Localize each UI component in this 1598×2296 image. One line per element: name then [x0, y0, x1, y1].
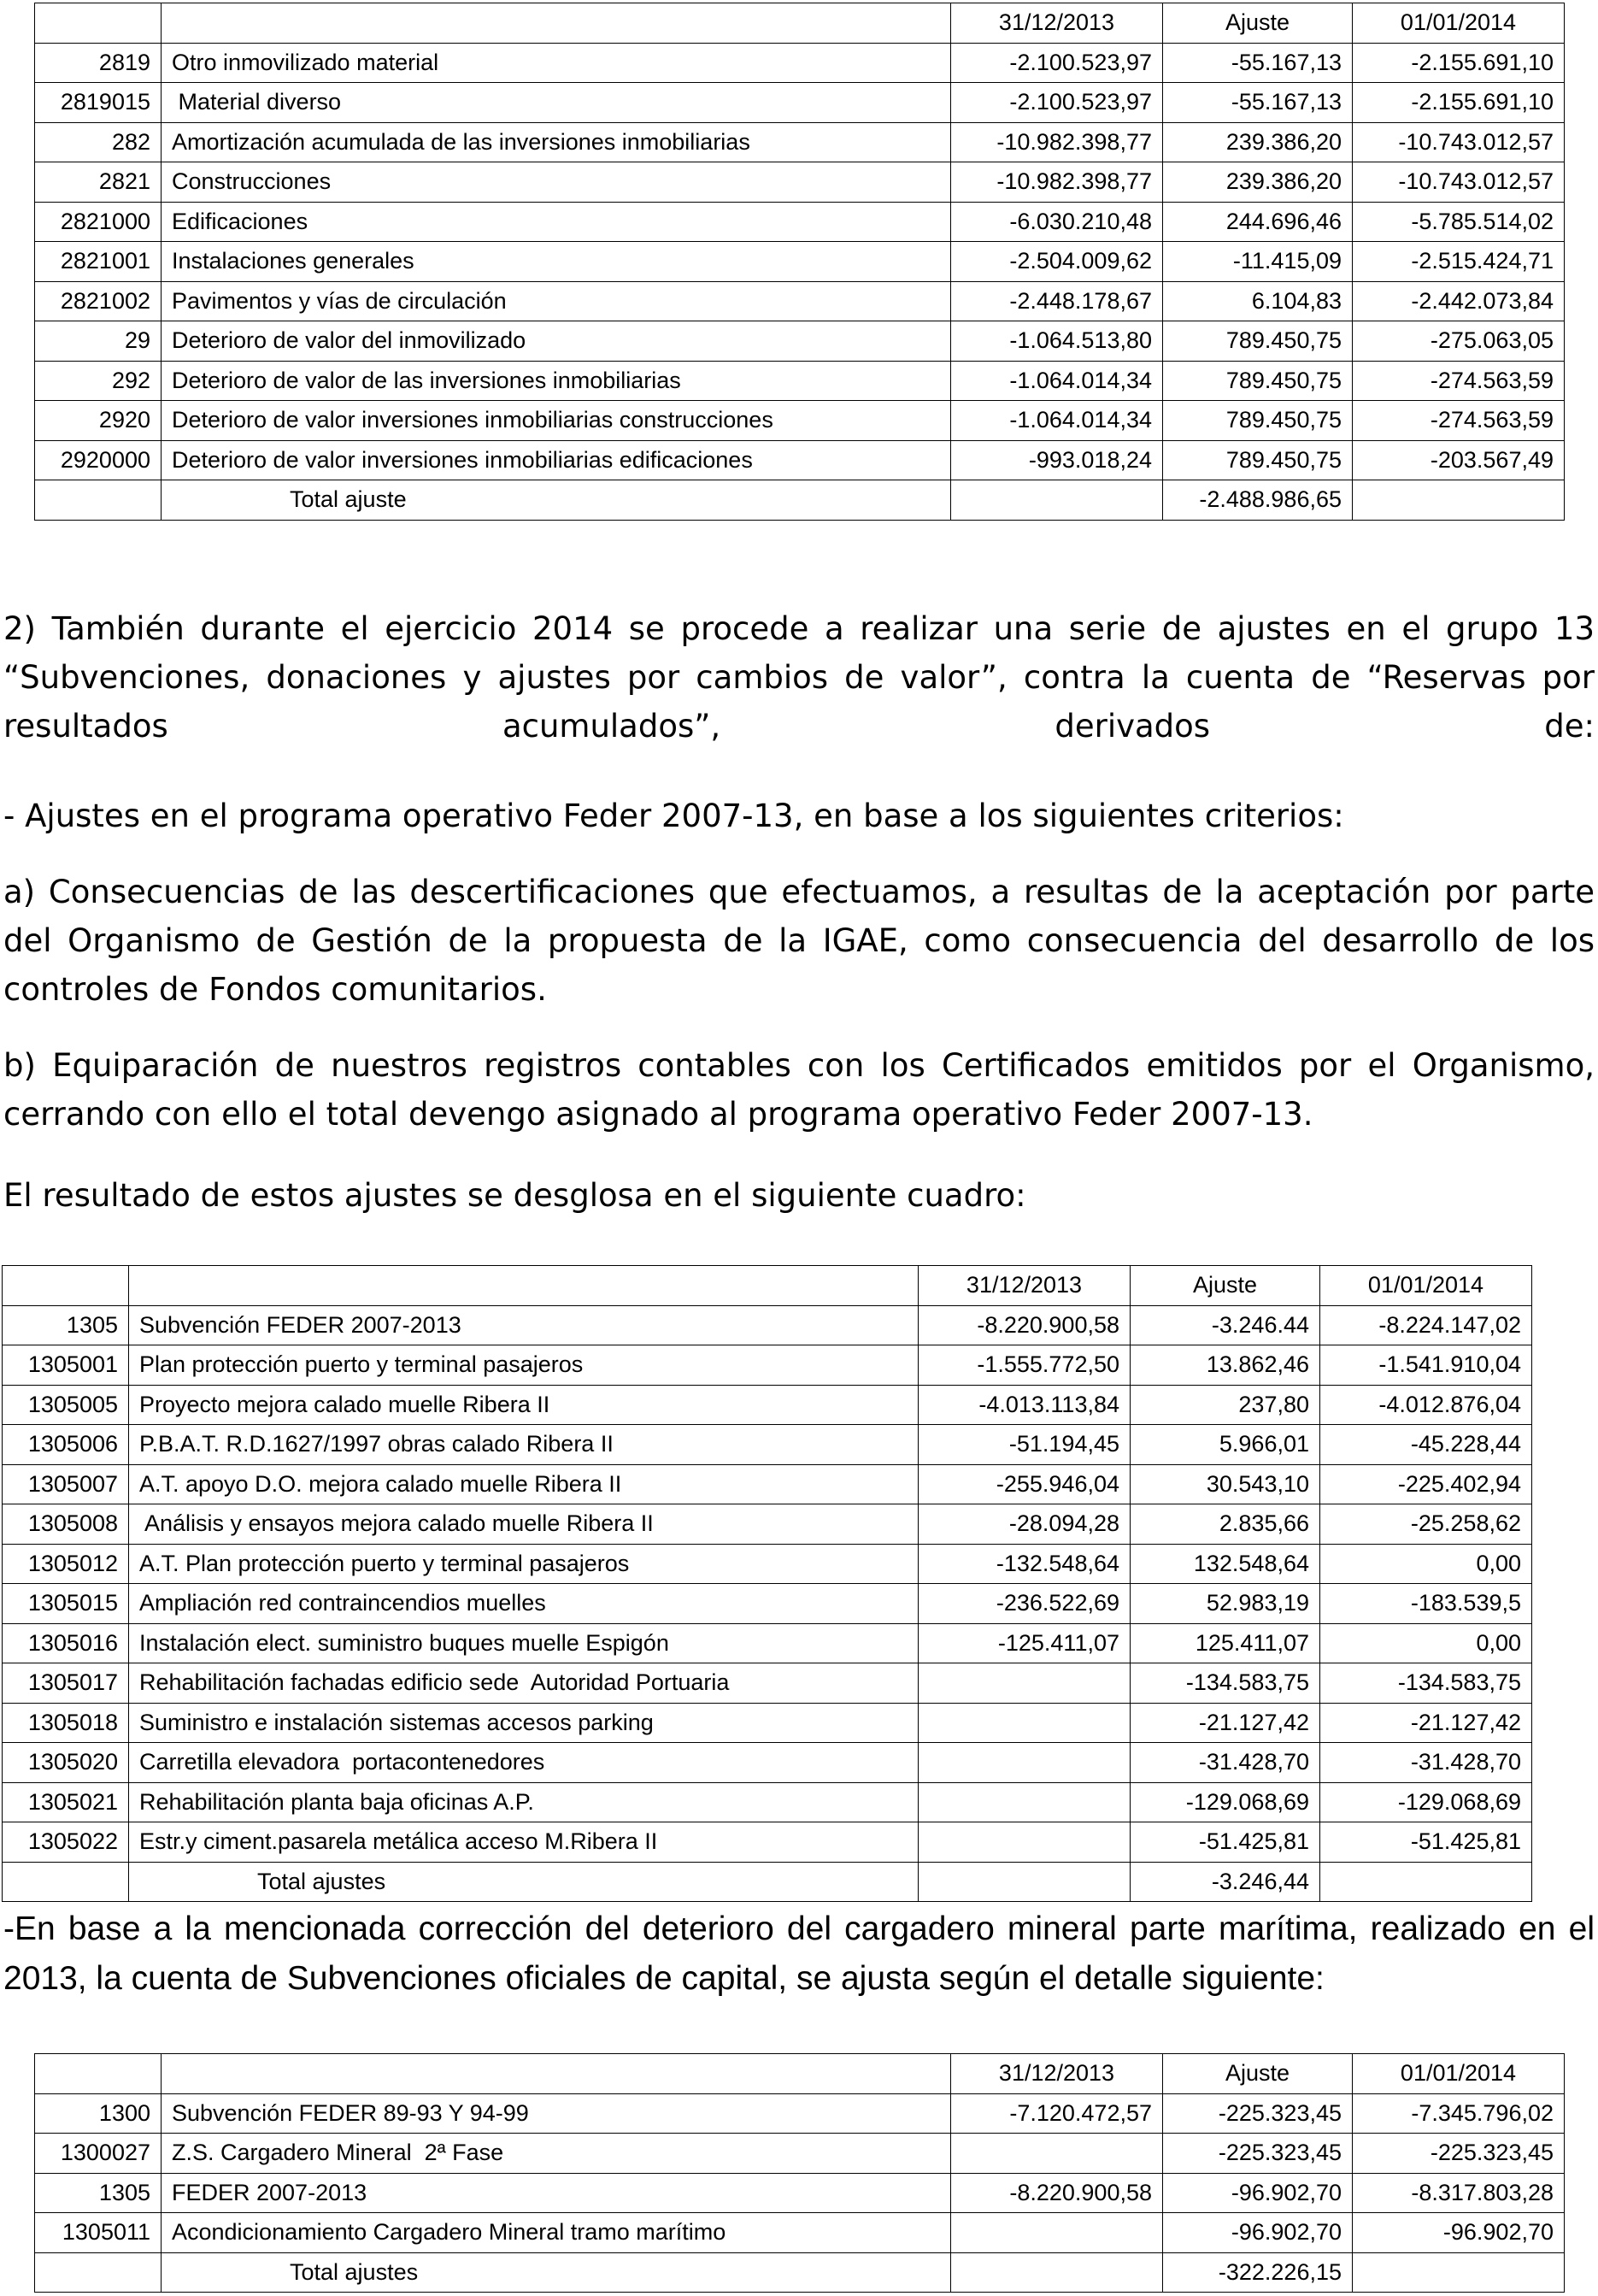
- total-label: Total ajustes: [129, 1862, 919, 1902]
- header-code-cell: [35, 2054, 162, 2094]
- balance-2014-cell: -1.541.910,04: [1320, 1345, 1532, 1386]
- adjustments-table-immobilized: [34, 3, 1565, 521]
- total-prev-cell: [951, 480, 1163, 521]
- account-code-cell: 1305022: [3, 1822, 129, 1863]
- adjustment-cell: -21.127,42: [1131, 1703, 1320, 1743]
- header-desc-cell: [129, 1266, 919, 1306]
- balance-2014-cell: -10.743.012,57: [1353, 162, 1565, 203]
- header-prev-date: 31/12/2013: [919, 1266, 1131, 1306]
- account-description-cell: P.B.A.T. R.D.1627/1997 obras calado Ribera II: [129, 1425, 919, 1465]
- table-row: [3, 1703, 1532, 1743]
- adjustments-table-feder-2007-2013: [2, 1265, 1532, 1902]
- balance-2014-cell: -96.902,70: [1353, 2213, 1565, 2253]
- account-description-cell: A.T. Plan protección puerto y terminal pasajeros: [129, 1544, 919, 1584]
- account-description-cell: Construcciones: [162, 162, 951, 203]
- balance-2014-cell: -183.539,5: [1320, 1584, 1532, 1624]
- total-prev-cell: [919, 1862, 1131, 1902]
- table-row: [3, 1782, 1532, 1822]
- table-row: [35, 440, 1565, 480]
- account-code-cell: 2819: [35, 43, 162, 83]
- paragraph-grupo-13: 2) También durante el ejercicio 2014 se procede a realizar una serie de ajustes en el grupo 13 “Subvenciones, donaciones y ajustes por cambios de valor”, contra la cuenta de “Reservas por resultados acumulados”, derivados de:: [3, 610, 1595, 745]
- account-description-cell: Ampliación red contraincendios muelles: [129, 1584, 919, 1624]
- account-description-cell: Subvención FEDER 2007-2013: [129, 1305, 919, 1345]
- balance-2013-cell: -8.220.900,58: [919, 1305, 1131, 1345]
- account-code-cell: 1305007: [3, 1464, 129, 1504]
- table-row: [35, 361, 1565, 401]
- balance-2014-cell: -8.224.147,02: [1320, 1305, 1532, 1345]
- total-adjustment-value: -3.246,44: [1131, 1862, 1320, 1902]
- account-code-cell: 1305018: [3, 1703, 129, 1743]
- balance-2014-cell: -8.317.803,28: [1353, 2173, 1565, 2213]
- balance-2013-cell: -236.522,69: [919, 1584, 1131, 1624]
- paragraph-criterion-b: b) Equiparación de nuestros registros contables con los Certificados emitidos por el Organismo, cerrando con ello el total devengo asignado al programa operativo Feder 2007-13.: [3, 1047, 1595, 1133]
- balance-2014-cell: -25.258,62: [1320, 1504, 1532, 1545]
- adjustment-cell: -31.428,70: [1131, 1743, 1320, 1783]
- account-description-cell: Deterioro de valor de las inversiones inmobiliarias: [162, 361, 951, 401]
- adjustment-cell: -3.246.44: [1131, 1305, 1320, 1345]
- account-description-cell: Deterioro de valor inversiones inmobiliarias construcciones: [162, 401, 951, 441]
- account-code-cell: 2920: [35, 401, 162, 441]
- table-row: [35, 202, 1565, 242]
- adjustment-cell: -129.068,69: [1131, 1782, 1320, 1822]
- adjustment-cell: 125.411,07: [1131, 1623, 1320, 1663]
- balance-2014-cell: -275.063,05: [1353, 321, 1565, 362]
- table-row: [3, 1464, 1532, 1504]
- adjustment-cell: -96.902,70: [1163, 2213, 1353, 2253]
- balance-2013-cell: [951, 2134, 1163, 2174]
- adjustment-cell: -55.167,13: [1163, 43, 1353, 83]
- total-code-cell: [3, 1862, 129, 1902]
- adjustment-cell: 239.386,20: [1163, 122, 1353, 162]
- table-body: [35, 3, 1565, 521]
- balance-2013-cell: -1.064.014,34: [951, 361, 1163, 401]
- table-row: [35, 2134, 1565, 2174]
- account-code-cell: 1305001: [3, 1345, 129, 1386]
- account-description-cell: Subvención FEDER 89-93 Y 94-99: [162, 2093, 951, 2134]
- account-description-cell: Análisis y ensayos mejora calado muelle Ribera II: [129, 1504, 919, 1545]
- account-code-cell: 1305012: [3, 1544, 129, 1584]
- table-row: [3, 1743, 1532, 1783]
- balance-2014-cell: -45.228,44: [1320, 1425, 1532, 1465]
- balance-2014-cell: -51.425,81: [1320, 1822, 1532, 1863]
- table-row: [3, 1663, 1532, 1704]
- adjustment-cell: 6.104,83: [1163, 281, 1353, 321]
- table-row: [35, 83, 1565, 123]
- balance-2014-cell: -10.743.012,57: [1353, 122, 1565, 162]
- account-description-cell: Pavimentos y vías de circulación: [162, 281, 951, 321]
- total-new-cell: [1353, 2252, 1565, 2293]
- table-row: [35, 162, 1565, 203]
- balance-2014-cell: -4.012.876,04: [1320, 1385, 1532, 1425]
- adjustment-cell: 52.983,19: [1131, 1584, 1320, 1624]
- paragraph-criterion-a: a) Consecuencias de las descertificaciones que efectuamos, a resultas de la aceptación por parte del Organismo de Gestión de la propuesta de la IGAE, como consecuencia del desarrollo de los controles de Fondos comunitarios.: [3, 874, 1595, 1008]
- account-code-cell: 2920000: [35, 440, 162, 480]
- table-row: [35, 2093, 1565, 2134]
- account-description-cell: Instalación elect. suministro buques muelle Espigón: [129, 1623, 919, 1663]
- adjustment-cell: 244.696,46: [1163, 202, 1353, 242]
- table-row: [35, 281, 1565, 321]
- account-description-cell: Instalaciones generales: [162, 242, 951, 282]
- balance-2013-cell: [919, 1822, 1131, 1863]
- balance-2013-cell: -1.064.513,80: [951, 321, 1163, 362]
- balance-2014-cell: -2.442.073,84: [1353, 281, 1565, 321]
- balance-2013-cell: -2.504.009,62: [951, 242, 1163, 282]
- balance-2014-cell: -225.323,45: [1353, 2134, 1565, 2174]
- table-header-row: [35, 3, 1565, 44]
- account-code-cell: 1300027: [35, 2134, 162, 2174]
- balance-2013-cell: -255.946,04: [919, 1464, 1131, 1504]
- account-description-cell: Z.S. Cargadero Mineral 2ª Fase: [162, 2134, 951, 2174]
- table-body: [3, 1266, 1532, 1902]
- account-code-cell: 1305021: [3, 1782, 129, 1822]
- adjustment-cell: 30.543,10: [1131, 1464, 1320, 1504]
- total-code-cell: [35, 480, 162, 521]
- adjustment-cell: 789.450,75: [1163, 401, 1353, 441]
- total-new-cell: [1353, 480, 1565, 521]
- account-code-cell: 29: [35, 321, 162, 362]
- balance-2014-cell: -274.563,59: [1353, 401, 1565, 441]
- header-new-date: 01/01/2014: [1320, 1266, 1532, 1306]
- adjustment-cell: 5.966,01: [1131, 1425, 1320, 1465]
- table-row: [35, 2173, 1565, 2213]
- balance-2013-cell: -10.982.398,77: [951, 122, 1163, 162]
- balance-2014-cell: -2.515.424,71: [1353, 242, 1565, 282]
- balance-2013-cell: [919, 1782, 1131, 1822]
- header-desc-cell: [162, 3, 951, 44]
- account-code-cell: 282: [35, 122, 162, 162]
- header-prev-date: 31/12/2013: [951, 2054, 1163, 2094]
- table-row: [35, 2213, 1565, 2253]
- adjustment-cell: 239.386,20: [1163, 162, 1353, 203]
- balance-2013-cell: -132.548,64: [919, 1544, 1131, 1584]
- adjustment-cell: 789.450,75: [1163, 321, 1353, 362]
- table-body: [35, 2054, 1565, 2293]
- table-row: [35, 401, 1565, 441]
- adjustment-cell: -134.583,75: [1131, 1663, 1320, 1704]
- account-code-cell: 2821: [35, 162, 162, 203]
- account-description-cell: Carretilla elevadora portacontenedores: [129, 1743, 919, 1783]
- account-code-cell: 2819015: [35, 83, 162, 123]
- header-code-cell: [35, 3, 162, 44]
- adjustment-cell: 237,80: [1131, 1385, 1320, 1425]
- account-code-cell: 1305006: [3, 1425, 129, 1465]
- table-row: [3, 1623, 1532, 1663]
- adjustment-cell: -96.902,70: [1163, 2173, 1353, 2213]
- total-code-cell: [35, 2252, 162, 2293]
- table-row: [35, 321, 1565, 362]
- account-code-cell: 1305005: [3, 1385, 129, 1425]
- adjustments-table-capital-grants: [34, 2053, 1565, 2293]
- account-description-cell: A.T. apoyo D.O. mejora calado muelle Ribera II: [129, 1464, 919, 1504]
- adjustment-cell: 2.835,66: [1131, 1504, 1320, 1545]
- balance-2013-cell: -4.013.113,84: [919, 1385, 1131, 1425]
- balance-2014-cell: -7.345.796,02: [1353, 2093, 1565, 2134]
- account-description-cell: Edificaciones: [162, 202, 951, 242]
- header-prev-date: 31/12/2013: [951, 3, 1163, 44]
- account-description-cell: Estr.y ciment.pasarela metálica acceso M.Ribera II: [129, 1822, 919, 1863]
- header-code-cell: [3, 1266, 129, 1306]
- account-description-cell: Proyecto mejora calado muelle Ribera II: [129, 1385, 919, 1425]
- account-code-cell: 1305016: [3, 1623, 129, 1663]
- header-new-date: 01/01/2014: [1353, 2054, 1565, 2094]
- account-code-cell: 1305: [3, 1305, 129, 1345]
- balance-2014-cell: -134.583,75: [1320, 1663, 1532, 1704]
- account-code-cell: 1305: [35, 2173, 162, 2213]
- balance-2014-cell: -225.402,94: [1320, 1464, 1532, 1504]
- adjustment-cell: -55.167,13: [1163, 83, 1353, 123]
- balance-2014-cell: -2.155.691,10: [1353, 43, 1565, 83]
- balance-2013-cell: -51.194,45: [919, 1425, 1131, 1465]
- balance-2014-cell: 0,00: [1320, 1623, 1532, 1663]
- account-description-cell: Acondicionamiento Cargadero Mineral tramo marítimo: [162, 2213, 951, 2253]
- header-desc-cell: [162, 2054, 951, 2094]
- balance-2013-cell: -125.411,07: [919, 1623, 1131, 1663]
- balance-2013-cell: -2.100.523,97: [951, 43, 1163, 83]
- paragraph-cargadero-correction: -En base a la mencionada corrección del deterioro del cargadero mineral parte marítima, realizado en el 2013, la cuenta de Subvenciones oficiales de capital, se ajusta según el detalle siguiente:: [3, 1910, 1595, 1997]
- adjustment-cell: -225.323,45: [1163, 2093, 1353, 2134]
- balance-2013-cell: [919, 1703, 1131, 1743]
- table-row: [3, 1425, 1532, 1465]
- table-row: [35, 242, 1565, 282]
- balance-2013-cell: -7.120.472,57: [951, 2093, 1163, 2134]
- account-code-cell: 1305015: [3, 1584, 129, 1624]
- account-description-cell: Deterioro de valor inversiones inmobiliarias edificaciones: [162, 440, 951, 480]
- table-header-row: [3, 1266, 1532, 1306]
- table-row: [3, 1544, 1532, 1584]
- account-code-cell: 1305011: [35, 2213, 162, 2253]
- account-code-cell: 1305020: [3, 1743, 129, 1783]
- account-description-cell: Material diverso: [162, 83, 951, 123]
- account-code-cell: 1305008: [3, 1504, 129, 1545]
- balance-2014-cell: 0,00: [1320, 1544, 1532, 1584]
- table-row: [3, 1584, 1532, 1624]
- paragraph-feder-criteria: - Ajustes en el programa operativo Feder 2007-13, en base a los siguientes criterios:: [3, 798, 1344, 834]
- account-description-cell: Rehabilitación fachadas edificio sede Autoridad Portuaria: [129, 1663, 919, 1704]
- account-description-cell: Amortización acumulada de las inversiones inmobiliarias: [162, 122, 951, 162]
- total-label: Total ajuste: [162, 480, 951, 521]
- balance-2013-cell: [951, 2213, 1163, 2253]
- account-description-cell: Deterioro de valor del inmovilizado: [162, 321, 951, 362]
- table-row: [3, 1345, 1532, 1386]
- total-new-cell: [1320, 1862, 1532, 1902]
- adjustment-cell: -11.415,09: [1163, 242, 1353, 282]
- balance-2013-cell: -28.094,28: [919, 1504, 1131, 1545]
- account-description-cell: Otro inmovilizado material: [162, 43, 951, 83]
- total-adjustment-value: -322.226,15: [1163, 2252, 1353, 2293]
- table-row: [3, 1504, 1532, 1545]
- adjustment-cell: -225.323,45: [1163, 2134, 1353, 2174]
- balance-2013-cell: [919, 1663, 1131, 1704]
- account-code-cell: 292: [35, 361, 162, 401]
- header-adjustment: Ajuste: [1131, 1266, 1320, 1306]
- balance-2013-cell: -993.018,24: [951, 440, 1163, 480]
- balance-2013-cell: -6.030.210,48: [951, 202, 1163, 242]
- balance-2013-cell: -8.220.900,58: [951, 2173, 1163, 2213]
- account-code-cell: 1305017: [3, 1663, 129, 1704]
- total-row: [3, 1862, 1532, 1902]
- balance-2013-cell: -1.064.014,34: [951, 401, 1163, 441]
- account-description-cell: Plan protección puerto y terminal pasajeros: [129, 1345, 919, 1386]
- table-row: [35, 43, 1565, 83]
- balance-2013-cell: -1.555.772,50: [919, 1345, 1131, 1386]
- balance-2014-cell: -274.563,59: [1353, 361, 1565, 401]
- account-description-cell: Suministro e instalación sistemas accesos parking: [129, 1703, 919, 1743]
- adjustment-cell: 132.548,64: [1131, 1544, 1320, 1584]
- balance-2014-cell: -21.127,42: [1320, 1703, 1532, 1743]
- account-description-cell: FEDER 2007-2013: [162, 2173, 951, 2213]
- header-adjustment: Ajuste: [1163, 2054, 1353, 2094]
- table-row: [3, 1385, 1532, 1425]
- account-code-cell: 2821001: [35, 242, 162, 282]
- account-description-cell: Rehabilitación planta baja oficinas A.P.: [129, 1782, 919, 1822]
- adjustment-cell: -51.425,81: [1131, 1822, 1320, 1863]
- account-code-cell: 2821000: [35, 202, 162, 242]
- adjustment-cell: 13.862,46: [1131, 1345, 1320, 1386]
- total-row: [35, 2252, 1565, 2293]
- table-row: [35, 122, 1565, 162]
- table-row: [3, 1305, 1532, 1345]
- total-adjustment-value: -2.488.986,65: [1163, 480, 1353, 521]
- balance-2014-cell: -5.785.514,02: [1353, 202, 1565, 242]
- paragraph-result-intro: El resultado de estos ajustes se desglosa en el siguiente cuadro:: [3, 1177, 1026, 1214]
- balance-2014-cell: -203.567,49: [1353, 440, 1565, 480]
- header-new-date: 01/01/2014: [1353, 3, 1565, 44]
- header-adjustment: Ajuste: [1163, 3, 1353, 44]
- table-header-row: [35, 2054, 1565, 2094]
- balance-2014-cell: -129.068,69: [1320, 1782, 1532, 1822]
- table-row: [3, 1822, 1532, 1863]
- balance-2013-cell: -2.100.523,97: [951, 83, 1163, 123]
- account-code-cell: 2821002: [35, 281, 162, 321]
- balance-2014-cell: -2.155.691,10: [1353, 83, 1565, 123]
- balance-2013-cell: -2.448.178,67: [951, 281, 1163, 321]
- balance-2014-cell: -31.428,70: [1320, 1743, 1532, 1783]
- balance-2013-cell: [919, 1743, 1131, 1783]
- adjustment-cell: 789.450,75: [1163, 440, 1353, 480]
- balance-2013-cell: -10.982.398,77: [951, 162, 1163, 203]
- total-row: [35, 480, 1565, 521]
- total-label: Total ajustes: [162, 2252, 951, 2293]
- total-prev-cell: [951, 2252, 1163, 2293]
- account-code-cell: 1300: [35, 2093, 162, 2134]
- adjustment-cell: 789.450,75: [1163, 361, 1353, 401]
